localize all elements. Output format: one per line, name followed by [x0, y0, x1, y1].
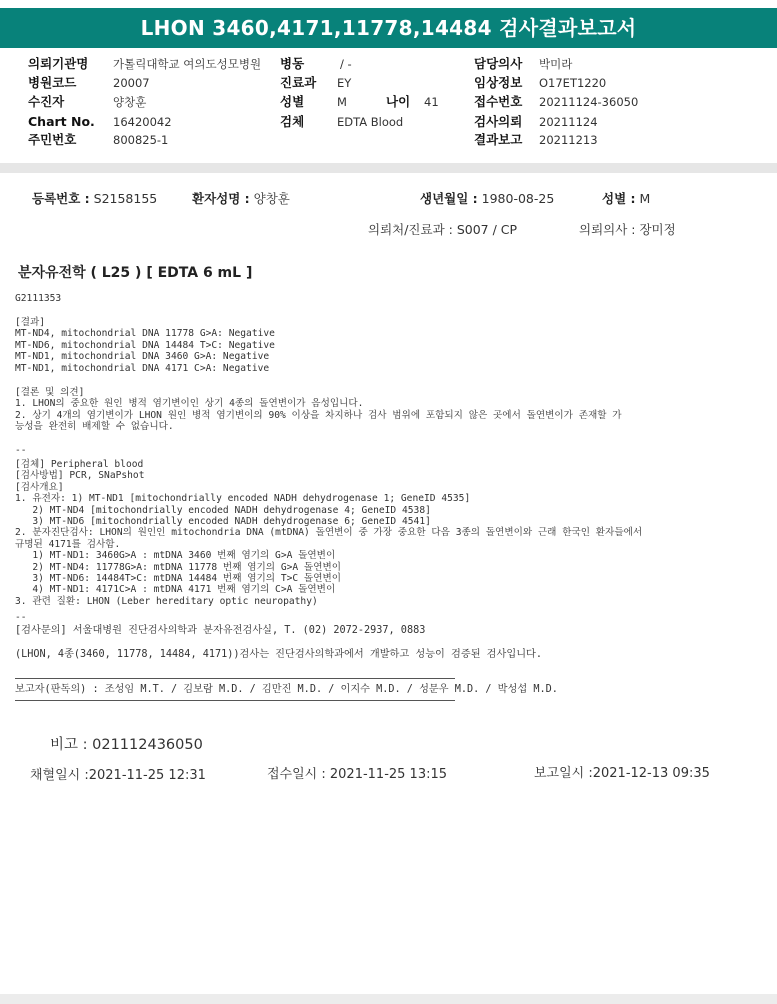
report-date-value: 20211213	[539, 133, 598, 147]
reporters-top-rule	[15, 678, 455, 679]
receipt-no-label: 접수번호	[474, 94, 523, 109]
patient-sex-value: M	[639, 191, 651, 206]
resident-no-value: 800825-1	[113, 133, 169, 147]
separator-dash-2: --	[15, 612, 27, 623]
specimen-code: G2111353	[15, 293, 62, 304]
chart-no-value: 16420042	[113, 115, 172, 129]
ward-label: 병동	[280, 56, 305, 71]
examinee-value: 양창훈	[113, 95, 147, 109]
hospital-value: 가톨릭대학교 여의도성모병원	[113, 57, 262, 71]
requesting-doctor: 의뢰의사 : 장미정	[579, 222, 676, 237]
department-value: EY	[337, 76, 352, 90]
clinical-info-value: O17ET1220	[539, 76, 607, 90]
section-title: 분자유전학 ( L25 ) [ EDTA 6 mL ]	[18, 265, 253, 281]
registration-number-label: 등록번호 :	[32, 191, 90, 206]
request-date-label: 검사의뢰	[474, 114, 523, 129]
attending-doctor-label: 담당의사	[474, 56, 523, 71]
patient-sex	[602, 189, 650, 207]
request-date-value: 20211124	[539, 115, 598, 129]
conclusion-block: [결론 및 의견] 1. LHON의 중요한 원인 병적 염기변이인 상기 4종의 돌연변이가 음성입니다. 2. 상기 4개의 염기변이가 LHON 원인 병적 염기변이의 90% 이상을 차지하나 검사 범위에 포함되지 않은 곳에서 돌연변이가 존재할 가 능성을 완전히 배제할 수 없습니다.	[15, 387, 622, 433]
hospital-label: 의뢰기관명	[28, 56, 89, 71]
header-divider	[0, 163, 777, 173]
patient-sex-label: 성별 :	[602, 191, 636, 206]
receipt-datetime: 접수일시 : 2021-11-25 13:15	[267, 767, 448, 782]
age-value: 41	[424, 95, 439, 109]
remarks: 비고 : 021112436050	[50, 737, 203, 753]
birth-date	[420, 189, 554, 207]
examinee-label: 수진자	[28, 94, 65, 109]
result-block: [결과] MT-ND4, mitochondrial DNA 11778 G>A: Negative MT-ND6, mitochondrial DNA 14484 T>C: Negative MT-ND1, mitochondrial DNA 3460 G>A: Negative MT-ND1, mitochondrial DNA 4171 C>A: Negative	[15, 317, 275, 374]
specimen-value: EDTA Blood	[337, 115, 404, 129]
sex-value: M	[337, 95, 347, 109]
chart-no-label: Chart No.	[28, 114, 95, 129]
test-note: (LHON, 4종(3460, 11778, 14484, 4171))검사는 진단검사의학과에서 개발하고 성능이 검증된 검사입니다.	[15, 649, 543, 660]
resident-no-label: 주민번호	[28, 132, 77, 147]
report-title: LHON 3460,4171,11778,14484 검사결과보고서	[0, 8, 777, 48]
hospital-code-value: 20007	[113, 76, 150, 90]
patient-name-value: 양창훈	[253, 191, 290, 206]
sex-label: 성별	[280, 94, 305, 109]
department-label: 진료과	[280, 75, 317, 90]
separator-dash: --	[15, 445, 27, 456]
patient-name-label: 환자성명 :	[192, 191, 250, 206]
reporters-line: 보고자(판독의) : 조성임 M.T. / 김보람 M.D. / 김만진 M.D. / 이지수 M.D. / 성문우 M.D. / 박성섭 M.D.	[15, 684, 558, 695]
report-datetime: 보고일시 :2021-12-13 09:35	[534, 766, 710, 781]
birth-date-value: 1980-08-25	[481, 191, 555, 206]
birth-date-label: 생년월일 :	[420, 191, 478, 206]
inquiry-line: [검사문의] 서울대병원 진단검사의학과 분자유전검사실, T. (02) 2072-2937, 0883	[15, 625, 426, 636]
method-block: [검체] Peripheral blood [검사방법] PCR, SNaPshot [검사개요] 1. 유전자: 1) MT-ND1 [mitochondrially encoded NADH dehydrogenase 1; GeneID 4535] 2) MT-ND4 [mitochondrially encoded NADH dehydrogenase 4; GeneID 4538] 3) MT-ND6 [mitochondrially encoded NADH dehydrogenase 6; GeneID 4541] 2. 분자진단검사: LHON의 원인인 mitochondria DNA (mtDNA) 돌연변이 중 가장 중요한 다음 3종의 돌연변이와 근래 한국인 환자들에서 규명된 4171를 검사함. 1) MT-ND1: 3460G>A : mtDNA 3460 번째 염기의 G>A 돌연변이 2) MT-ND4: 11778G>A: mtDNA 11778 번째 염기의 G>A 돌연변이 3) MT-ND6: 14484T>C: mtDNA 14484 번째 염기의 T>C 돌연변이 4) MT-ND1: 4171C>A : mtDNA 4171 번째 염기의 C>A 돌연변이 3. 관련 질환: LHON (Leber hereditary optic neuropathy)	[15, 459, 643, 607]
clinical-info-label: 임상정보	[474, 75, 523, 90]
registration-number-value: S2158155	[93, 191, 158, 206]
age-label: 나이	[386, 94, 411, 109]
hospital-code-label: 병원코드	[28, 75, 77, 90]
registration-number	[32, 189, 157, 207]
receipt-no-value: 20211124-36050	[539, 95, 639, 109]
attending-doctor-value: 박미라	[539, 57, 573, 71]
collection-datetime: 채혈일시 :2021-11-25 12:31	[30, 768, 206, 783]
patient-name	[192, 189, 290, 207]
report-date-label: 결과보고	[474, 132, 523, 147]
ward-value: / -	[340, 57, 352, 71]
specimen-label: 검체	[280, 114, 305, 129]
requesting-department: 의뢰처/진료과 : S007 / CP	[368, 222, 518, 237]
reporters-bottom-rule	[15, 700, 455, 701]
